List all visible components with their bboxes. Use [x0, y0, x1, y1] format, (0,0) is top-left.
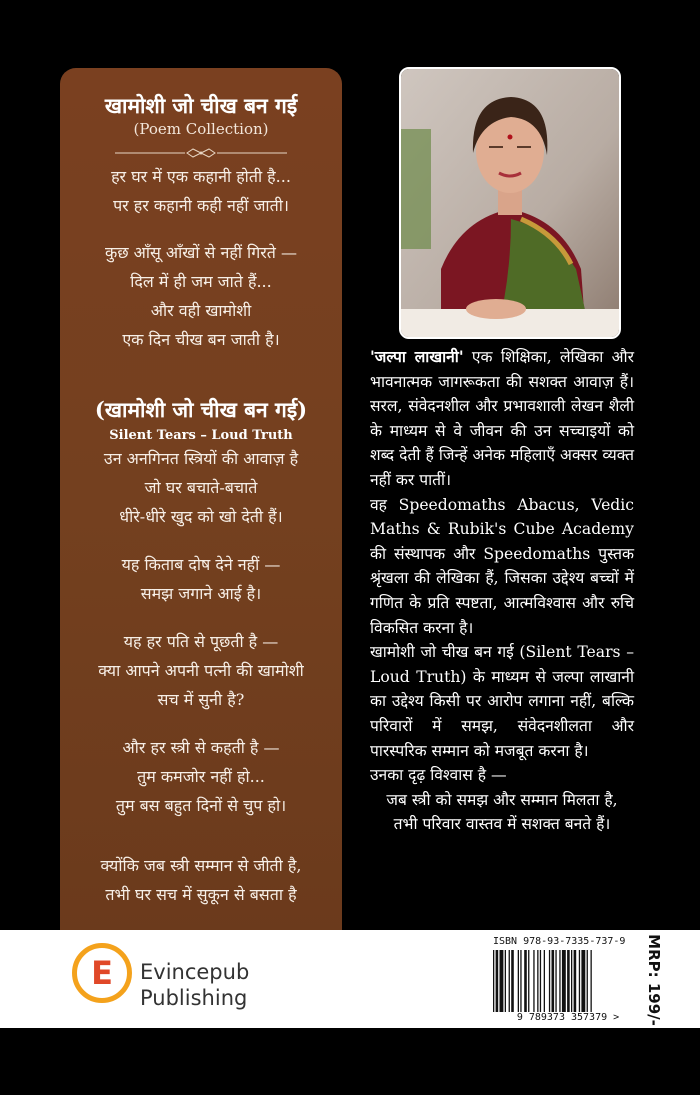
poem-line: दिल में ही जम जाते हैं...	[130, 272, 272, 291]
bio-text: एक शिक्षिका, लेखिका और भावनात्मक जागरूकता की सशक्त आवाज़ हैं। सरल, संवेदनशील और प्रभावशाली लेखन शैली के माध्यम से वे जीवन की उन सच्चाइयों को शब्द देती हैं जिन्हें अनेक महिलाएँ अक्सर व्यक्त नहीं कर पातीं।	[370, 348, 634, 489]
book-subtitle: (Poem Collection)	[133, 120, 269, 138]
logo-letter: E	[91, 954, 113, 992]
back-cover-poem-panel	[60, 68, 342, 938]
poem-stanza-3	[60, 444, 342, 531]
poem-line: कुछ आँसू आँखों से नहीं गिरते —	[105, 243, 297, 262]
poem-stanza-5	[60, 627, 342, 714]
publisher-bar	[0, 930, 700, 1028]
bio-paragraph-2: वह Speedomaths Abacus, Vedic Maths & Rubik's Cube Academy की संस्थापक और Speedomaths पुस्तक श्रृंखला की लेखिका हैं, जिसका उद्देश्य बच्चों में गणित के प्रति स्पष्टता, आत्मविश्वास और रुचि विकसित करना है।	[370, 495, 634, 637]
isbn-text: ISBN 978-93-7335-737-9	[493, 936, 626, 947]
barcode	[493, 950, 643, 1012]
publisher-name-line-1: Evincepub	[140, 960, 250, 984]
poem-stanza-2	[60, 238, 342, 354]
poem-heading: (खामोशी जो चीख बन गई)	[94, 397, 308, 422]
bio-paragraph-4: उनका दृढ़ विश्वास है —	[370, 766, 507, 785]
author-bio	[370, 345, 634, 837]
bio-quote-line-2: तभी परिवार वास्तव में सशक्त बनते हैं।	[393, 815, 611, 834]
poem-stanza-7	[60, 851, 342, 909]
poem-line: तभी घर सच में सुकून से बसता है	[105, 885, 297, 904]
poem-line: पर हर कहानी कही नहीं जाती।	[113, 196, 289, 215]
bio-paragraph-1	[370, 345, 634, 493]
mrp-label	[642, 934, 666, 1026]
poem-line: तुम कमजोर नहीं हो...	[137, 767, 265, 786]
poem-line: क्योंकि जब स्त्री सम्मान से जीती है,	[100, 856, 302, 875]
poem-line: समझ जगाने आई है।	[140, 584, 262, 603]
poem-stanza-6	[60, 733, 342, 820]
poem-line: जो घर बचाते-बचाते	[144, 478, 258, 497]
bio-paragraph-3: खामोशी जो चीख बन गई (Silent Tears – Loud Truth) के माध्यम से जल्पा लाखानी का उद्देश्य किसी पर आरोप लगाना नहीं, बल्कि परिवारों में समझ, संवेदनशीलता और पारस्परिक सम्मान को मजबूत करना है।	[370, 643, 634, 760]
poem-heading-english: Silent Tears – Loud Truth	[109, 428, 293, 443]
poem-line: क्या आपने अपनी पत्नी की खामोशी	[98, 661, 304, 680]
publisher-logo	[72, 943, 132, 1003]
book-title: खामोशी जो चीख बन गई	[104, 93, 298, 118]
author-name: 'जल्पा लाखानी'	[370, 347, 464, 366]
poem-line: और हर स्त्री से कहती है —	[122, 738, 280, 757]
poem-line: एक दिन चीख बन जाती है।	[122, 330, 280, 349]
poem-line: धीरे-धीरे खुद को खो देती हैं।	[119, 507, 283, 526]
poem-line: हर घर में एक कहानी होती है...	[111, 167, 291, 186]
barcode-digits: 9 789373 357379 >	[516, 1012, 620, 1023]
author-photo	[399, 67, 621, 339]
poem-stanza-1	[60, 162, 342, 220]
poem-line: तुम बस बहुत दिनों से चुप हो।	[115, 796, 287, 815]
mrp-text: MRP: 199/-	[645, 934, 663, 1026]
poem-line: उन अनगिनत स्त्रियों की आवाज़ है	[103, 449, 299, 468]
bio-quote-line-1: जब स्त्री को समझ और सम्मान मिलता है,	[386, 790, 618, 809]
poem-stanza-4	[60, 550, 342, 608]
poem-line: यह किताब दोष देने नहीं —	[121, 555, 281, 574]
publisher-name-line-2: Publishing	[140, 986, 248, 1010]
poem-line: सच में सुनी है?	[157, 690, 245, 709]
poem-line: यह हर पति से पूछती है —	[123, 632, 279, 651]
ornament-divider	[115, 148, 287, 158]
poem-line: और वही खामोशी	[150, 301, 252, 320]
